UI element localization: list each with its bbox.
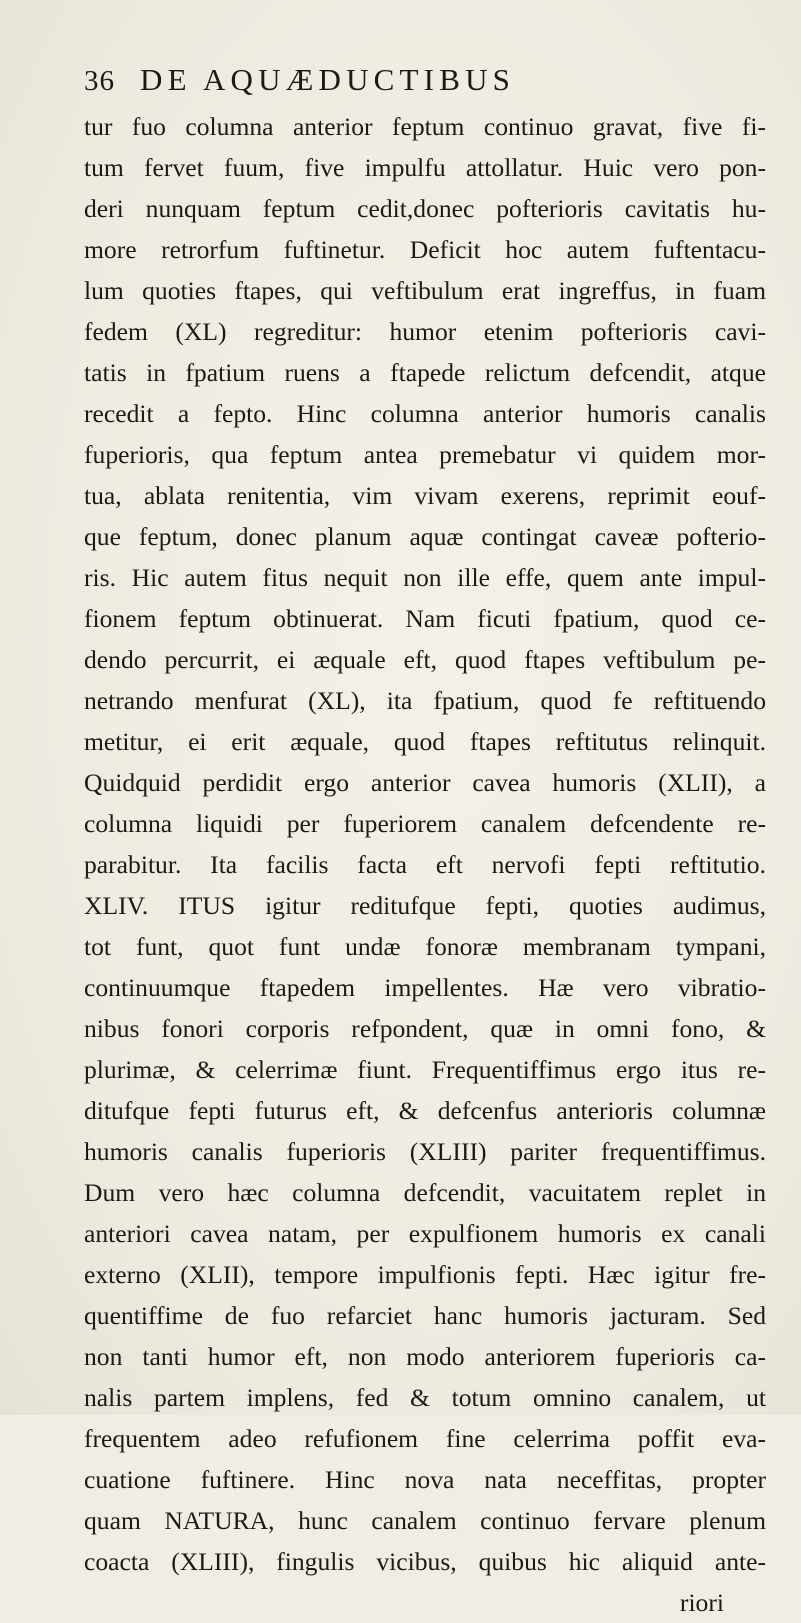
text-line: fuperioris, qua feptum antea premebatur vi quidem mor- xyxy=(84,440,766,469)
body-text xyxy=(84,106,766,1623)
section-start-line: XLIV. ITUS igitur reditufque fepti, quoties audimus, xyxy=(84,891,766,920)
text-line: more retrorfum fuftinetur. Deficit hoc autem fuftentacu- xyxy=(84,235,766,264)
running-head xyxy=(84,62,644,106)
text-line: humoris canalis fuperioris (XLIII) pariter frequentiffimus. xyxy=(84,1137,766,1166)
text-line: parabitur. Ita facilis facta eft nervofi fepti reftitutio. xyxy=(84,850,766,879)
text-line: ris. Hic autem fitus nequit non ille effe, quem ante impul- xyxy=(84,563,766,592)
running-title: DE AQUÆDUCTIBUS xyxy=(140,62,516,97)
text-line: externo (XLII), tempore impulfionis fepti. Hæc igitur fre- xyxy=(84,1260,766,1289)
text-line: anteriori cavea natam, per expulfionem humoris ex canali xyxy=(84,1219,766,1248)
text-line: tum fervet fuum, five impulfu attollatur. Huic vero pon- xyxy=(84,153,766,182)
text-line: que feptum, donec planum aquæ contingat caveæ pofterio- xyxy=(84,522,766,551)
text-line: deri nunquam feptum cedit,donec pofterioris cavitatis hu- xyxy=(84,194,766,223)
text-line: quam NATURA, hunc canalem continuo fervare plenum xyxy=(84,1506,766,1535)
catchword: riori xyxy=(679,1588,724,1617)
text-line: tot funt, quot funt undæ fonoræ membranam tympani, xyxy=(84,932,766,961)
text-line: tur fuo columna anterior feptum continuo gravat, five fi- xyxy=(84,112,766,141)
text-line: recedit a fepto. Hinc columna anterior humoris canalis xyxy=(84,399,766,428)
page-number: 36 xyxy=(84,65,115,97)
text-line: metitur, ei erit æquale, quod ftapes reftitutus relinquit. xyxy=(84,727,766,756)
text-line: tua, ablata renitentia, vim vivam exerens, reprimit eouf- xyxy=(84,481,766,510)
text-line: Quidquid perdidit ergo anterior cavea humoris (XLII), a xyxy=(84,768,766,797)
text-line: netrando menfurat (XL), ita fpatium, quod fe reftituendo xyxy=(84,686,766,715)
text-line: ditufque fepti futurus eft, & defcenfus anterioris columnæ xyxy=(84,1096,766,1125)
text-line: nalis partem implens, fed & totum omnino canalem, ut xyxy=(84,1383,766,1412)
text-line: tatis in fpatium ruens a ftapede relictum defcendit, atque xyxy=(84,358,766,387)
text-line: plurimæ, & celerrimæ fiunt. Frequentiffimus ergo itus re- xyxy=(84,1055,766,1084)
text-line: dendo percurrit, ei æquale eft, quod ftapes veftibulum pe- xyxy=(84,645,766,674)
text-line: continuumque ftapedem impellentes. Hæ vero vibratio- xyxy=(84,973,766,1002)
text-line: fedem (XL) regreditur: humor etenim pofterioris cavi- xyxy=(84,317,766,346)
text-line: coacta (XLIII), fingulis vicibus, quibus hic aliquid ante- xyxy=(84,1547,766,1576)
text-line: lum quoties ftapes, qui veftibulum erat ingreffus, in fuam xyxy=(84,276,766,305)
text-line: Dum vero hæc columna defcendit, vacuitatem replet in xyxy=(84,1178,766,1207)
text-line: nibus fonori corporis refpondent, quæ in omni fono, & xyxy=(84,1014,766,1043)
text-line: non tanti humor eft, non modo anteriorem fuperioris ca- xyxy=(84,1342,766,1371)
text-line: frequentem adeo refufionem fine celerrima poffit eva- xyxy=(84,1424,766,1453)
text-line: cuatione fuftinere. Hinc nova nata neceffitas, propter xyxy=(84,1465,766,1494)
text-line: fionem feptum obtinuerat. Nam ficuti fpatium, quod ce- xyxy=(84,604,766,633)
text-line: columna liquidi per fuperiorem canalem defcendente re- xyxy=(84,809,766,838)
text-line: quentiffime de fuo refarciet hanc humoris jacturam. Sed xyxy=(84,1301,766,1330)
